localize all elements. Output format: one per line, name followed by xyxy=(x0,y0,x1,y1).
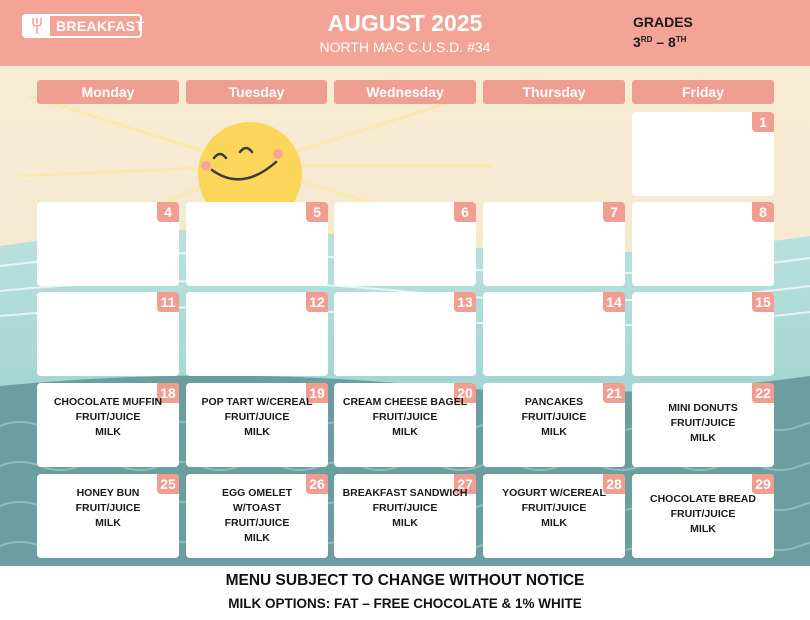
date-number: 15 xyxy=(752,292,774,312)
menu-items xyxy=(186,395,328,440)
day-cell xyxy=(483,292,625,376)
day-cell xyxy=(632,202,774,286)
date-number: 7 xyxy=(603,202,625,222)
header-banner xyxy=(0,0,810,66)
day-cell xyxy=(334,202,476,286)
day-header-wednesday: Wednesday xyxy=(334,80,476,104)
date-number: 13 xyxy=(454,292,476,312)
date-number: 29 xyxy=(752,474,774,494)
day-cell xyxy=(186,292,328,376)
menu-item: FRUIT/JUICE xyxy=(521,502,587,514)
day-cell xyxy=(632,474,774,558)
day-header-monday: Monday xyxy=(37,80,179,104)
day-cell xyxy=(186,474,328,558)
menu-item: CHOCOLATE BREAD xyxy=(650,493,756,505)
menu-item: FRUIT/JUICE xyxy=(224,517,290,529)
day-cell xyxy=(483,474,625,558)
menu-items xyxy=(186,486,328,546)
date-number: 27 xyxy=(454,474,476,494)
menu-item: MILK xyxy=(392,517,418,529)
menu-item: FRUIT/JUICE xyxy=(670,508,736,520)
menu-items xyxy=(334,486,476,531)
day-header-friday: Friday xyxy=(632,80,774,104)
day-cell xyxy=(632,383,774,467)
day-cell xyxy=(37,474,179,558)
day-cell xyxy=(632,292,774,376)
menu-item: MILK xyxy=(690,523,716,535)
menu-items xyxy=(334,395,476,440)
menu-item: POP TART W/CEREAL xyxy=(201,396,313,408)
menu-item: MILK xyxy=(690,432,716,444)
menu-items xyxy=(483,395,625,440)
date-number: 28 xyxy=(603,474,625,494)
day-cell xyxy=(186,202,328,286)
date-number: 26 xyxy=(306,474,328,494)
menu-item: MILK xyxy=(244,532,270,544)
menu-item: HONEY BUN xyxy=(76,487,140,499)
date-number: 22 xyxy=(752,383,774,403)
date-number: 6 xyxy=(454,202,476,222)
menu-notice: MENU SUBJECT TO CHANGE WITHOUT NOTICE xyxy=(225,572,585,589)
menu-item: BREAKFAST SANDWICH xyxy=(342,487,468,499)
menu-item: MILK xyxy=(541,426,567,438)
day-header-tuesday: Tuesday xyxy=(186,80,327,104)
date-number: 19 xyxy=(306,383,328,403)
menu-item: CHOCOLATE MUFFIN xyxy=(53,396,163,408)
date-number: 25 xyxy=(157,474,179,494)
menu-item: EGG OMELET xyxy=(221,487,292,499)
day-cell xyxy=(334,292,476,376)
day-cell xyxy=(37,383,179,467)
date-number: 18 xyxy=(157,383,179,403)
day-cell xyxy=(186,383,328,467)
menu-items xyxy=(483,486,625,531)
grades-heading: GRADES xyxy=(633,14,693,30)
day-cell xyxy=(632,112,774,196)
date-number: 4 xyxy=(157,202,179,222)
menu-item: MILK xyxy=(95,426,121,438)
day-cell xyxy=(483,383,625,467)
day-cell xyxy=(37,202,179,286)
menu-items xyxy=(37,395,179,440)
date-number: 20 xyxy=(454,383,476,403)
menu-item: CREAM CHEESE BAGEL xyxy=(342,396,468,408)
menu-item: FRUIT/JUICE xyxy=(521,411,587,423)
menu-item: W/TOAST xyxy=(232,502,282,514)
menu-item: MILK xyxy=(95,517,121,529)
menu-item: YOGURT W/CEREAL xyxy=(502,487,606,499)
day-header-thursday: Thursday xyxy=(483,80,625,104)
menu-item: MILK xyxy=(244,426,270,438)
menu-item: PANCAKES xyxy=(524,396,584,408)
menu-item: MILK xyxy=(541,517,567,529)
page-title: AUGUST 2025 xyxy=(327,10,483,36)
menu-item: FRUIT/JUICE xyxy=(372,411,438,423)
day-cell xyxy=(334,383,476,467)
date-number: 5 xyxy=(306,202,328,222)
grades-label xyxy=(633,12,693,52)
menu-item: FRUIT/JUICE xyxy=(75,411,141,423)
menu-item: FRUIT/JUICE xyxy=(224,411,290,423)
day-cell xyxy=(334,474,476,558)
menu-items xyxy=(37,486,179,531)
menu-item: MINI DONUTS xyxy=(668,402,738,414)
badge-label: BREAKFAST xyxy=(56,18,145,34)
date-number: 14 xyxy=(603,292,625,312)
milk-options: MILK OPTIONS: FAT – FREE CHOCOLATE & 1% WHITE xyxy=(228,596,582,611)
date-number: 21 xyxy=(603,383,625,403)
menu-item: FRUIT/JUICE xyxy=(670,417,736,429)
date-number: 8 xyxy=(752,202,774,222)
grades-range: 3RD – 8TH xyxy=(633,34,687,50)
menu-item: FRUIT/JUICE xyxy=(372,502,438,514)
date-number: 1 xyxy=(752,112,774,132)
menu-items xyxy=(632,492,774,537)
day-cell xyxy=(483,202,625,286)
day-cell xyxy=(37,292,179,376)
date-number: 11 xyxy=(157,292,179,312)
menu-item: FRUIT/JUICE xyxy=(75,502,141,514)
menu-items xyxy=(632,401,774,446)
menu-item: MILK xyxy=(392,426,418,438)
date-number: 12 xyxy=(306,292,328,312)
district-subtitle: NORTH MAC C.U.S.D. #34 xyxy=(319,39,491,55)
